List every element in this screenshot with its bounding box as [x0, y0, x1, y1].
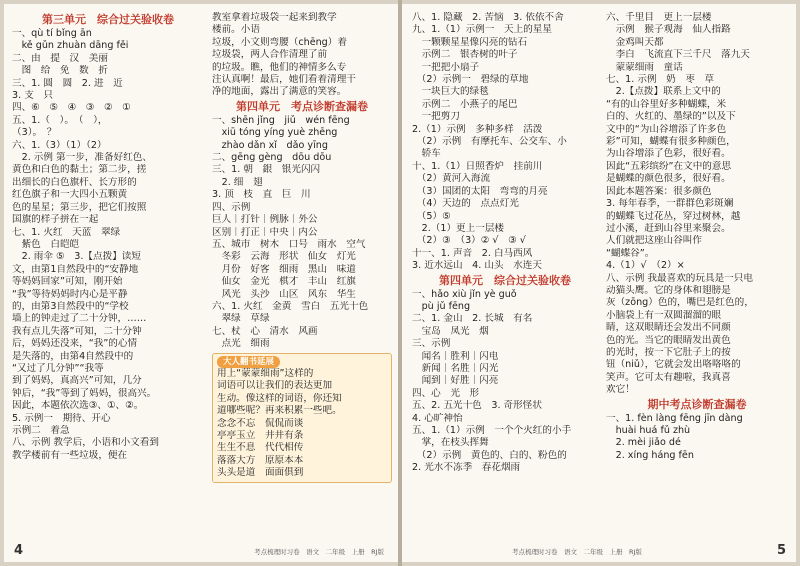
- answer-line: 头头是道 面面俱到: [217, 467, 304, 479]
- answer-lines: [412, 12, 598, 273]
- answer-lines: [12, 28, 204, 462]
- answer-line: 是蝴蝶的颜色很多，很好看。: [606, 173, 731, 185]
- answer-line: 四、示例: [212, 201, 251, 213]
- answer-line: 六、千里目 更上一层楼: [606, 12, 712, 23]
- answer-line: 2. 示例 第一步，准备好红色、: [12, 152, 152, 164]
- answer-line: 新闻｜名胜｜闪光: [412, 362, 499, 374]
- answer-line: 文中的“为山谷增添了许多色: [606, 123, 727, 135]
- unit3-title: 第三单元 综合过关验收卷: [42, 13, 174, 26]
- answer-line: 因此本题答案：很多颜色: [606, 185, 712, 197]
- answer-line: 2. xíng háng fēn: [606, 449, 694, 461]
- answer-line: 翠绿 草绿: [212, 313, 270, 325]
- answer-line: pù jǔ fēng: [412, 300, 471, 312]
- left-col-1: [12, 12, 204, 540]
- answer-line: 一、1. fèn làng fēng jīn dàng: [606, 412, 743, 424]
- answer-line: 八、示例 我最喜欢的玩具是一只电: [606, 272, 753, 284]
- answer-line: 示例二 银杏树的叶子: [412, 49, 518, 61]
- answer-line: 4. 心旷神怡: [412, 412, 463, 424]
- answer-line: 色的星星；第三步，把它们按照: [12, 201, 147, 213]
- answer-line: 李白 飞流直下三千尺 落九天: [606, 49, 750, 61]
- answer-line: 用上“蒙蒙细雨”这样的: [217, 367, 314, 379]
- answer-line: 五、2. 五光十色 3. 奇形怪状: [412, 400, 542, 412]
- answer-line: 2.【点拨】联系上文中的: [606, 86, 721, 98]
- answer-line: 2.（1）更上一层楼: [412, 222, 505, 234]
- answer-line: 落落大方 原原本本: [217, 454, 304, 466]
- answer-line: 是失落的，由第4自然段中的: [12, 350, 134, 362]
- answer-line: 闻名｜胜利｜闪电: [412, 350, 499, 362]
- answer-lines: [212, 115, 392, 351]
- answer-line: 生动。像这样的词语，你还知: [217, 392, 342, 404]
- answer-line: 生生不息 代代相传: [217, 442, 304, 454]
- answer-line: 五、1.（1）示例 一个个火红的小手: [412, 425, 572, 436]
- answer-line: 3. 顶 枝 直 巨 川: [212, 189, 311, 201]
- answer-line: 紫色 白皑皑: [12, 238, 80, 250]
- answer-line: 动猫头鹰。它的身体和翅膀是: [606, 284, 731, 296]
- answer-line: huài huá fǔ zhù: [606, 425, 691, 436]
- answer-lines: [606, 413, 788, 463]
- answer-line: （2）示例 有摩托车、公交车、小: [412, 136, 567, 148]
- answer-line: 一把剪刀: [412, 111, 460, 123]
- answer-line: xiū tóng yíng yuè zhēng: [212, 127, 338, 139]
- answer-line: 的光时，按一下它肚子上的按: [606, 346, 731, 358]
- answer-line: 一、shēn jǐng jiǔ wén fēng: [212, 114, 350, 126]
- answer-line: “有的山谷里好多种蝴蝶，米: [606, 98, 727, 110]
- midterm-title: 期中考点诊断查漏卷: [647, 397, 747, 411]
- answer-line: 八、示例 教学后，小语和小文看到: [12, 437, 159, 449]
- answer-line: “蝴蝶谷”。: [606, 247, 655, 259]
- answer-line: 国旗的样子拼在一起: [12, 214, 99, 226]
- answer-line: 过小溪，赶到山谷里来聚会。: [606, 222, 731, 234]
- answer-line: 教学楼前有一些垃圾，便在: [12, 449, 128, 461]
- answer-line: 词语可以让我们的表达更加: [217, 380, 333, 392]
- extension-box-title: 大人翻书延展: [217, 356, 280, 368]
- answer-line: 仙女 金光 棋才 丰山 红旗: [212, 276, 356, 288]
- answer-line: 白的、火红的、墨绿的”以及下: [606, 111, 736, 123]
- answer-line: 因此，本题依次选③、①、②。: [12, 400, 144, 412]
- answer-line: “我”等待妈妈时内心是平静: [12, 288, 128, 300]
- answer-line: 七、1. 示例 奶 枣 草: [606, 74, 715, 86]
- answer-line: 念念不忘 侃侃而谈: [217, 417, 304, 429]
- answer-line: 亭亭玉立 井井有条: [217, 430, 304, 441]
- answer-line: 睛，这双眼睛还会发出不同颜: [606, 322, 731, 334]
- answer-line: 2. mèi jiǎo dé: [606, 437, 681, 449]
- answer-line: 等妈妈回家”可知，刚开始: [12, 276, 123, 288]
- answer-line: zhào dǎn xǐ dǎo yīng: [212, 139, 328, 151]
- answer-line: 五、1.（ ）。 （ ），: [12, 114, 108, 126]
- answer-line: 灰（zōng）色的，嘴巴是红色的，: [606, 297, 754, 309]
- answer-line: 七、杖 心 清水 风画: [212, 325, 318, 337]
- answer-lines: [606, 12, 788, 397]
- answer-line: 因此“五彩缤纷”在文中的意思: [606, 160, 732, 172]
- answer-line: 三、1. 圆 圆 2. 进 近: [12, 77, 123, 89]
- answer-line: 钟后，“我”等到了妈妈，很高兴。: [12, 387, 157, 399]
- answer-line: 的，由第3自然段中的“学校: [12, 300, 129, 312]
- answer-line: 七、1. 火红 天蓝 翠绿: [12, 226, 121, 238]
- answer-line: 闻到｜好胜｜闪亮: [412, 375, 499, 387]
- answer-line: 四、心 光 形: [412, 387, 480, 399]
- answer-line: 三、示例: [412, 338, 451, 350]
- answer-line: （2）示例 黄色的、白的、粉色的: [412, 449, 567, 461]
- unit4-title: 第四单元 考点诊断查漏卷: [236, 99, 368, 113]
- answer-line: 三、1. 朝 銀 银光闪闪: [212, 164, 321, 176]
- answer-line: 宝岛 凤光 烟: [412, 325, 489, 337]
- answer-line: 笑声。它可太有趣啦，我真喜: [606, 371, 731, 383]
- answer-line: 蒙蒙细雨 童话: [606, 61, 683, 73]
- answer-line: 一把把小扇子: [412, 61, 480, 73]
- answer-line: 六、1. 火红 金黄 雪白 五光十色: [212, 300, 369, 312]
- answer-line: 冬彩 云海 形状 仙女 灯光: [212, 251, 356, 263]
- answer-line: “又过了几分钟”“我等: [12, 362, 104, 374]
- answer-line: （3）。 ？: [12, 127, 57, 139]
- answer-line: 点光 细雨: [212, 338, 270, 350]
- answer-line: 到了妈妈，真高兴”可知，几分: [12, 375, 142, 387]
- answer-line: 月份 好客 细雨 黑山 味道: [212, 263, 356, 275]
- answer-line: 后，妈妈还没来，“我”的心情: [12, 338, 138, 350]
- right-col-1: [412, 12, 598, 540]
- answer-line: 2. 雨伞 ⑤ 3.【点拨】读短: [12, 251, 141, 263]
- page-footer: 考点梳理时习卷 语文 二年级 上册 RJ版: [254, 548, 384, 556]
- answer-line: 墙上的钟走过了二十分钟，……: [12, 313, 147, 325]
- answer-line: （2）示例一 碧绿的草地: [412, 74, 529, 86]
- answer-line: 金鸡叫天都: [606, 36, 664, 48]
- answer-lines: [412, 289, 598, 475]
- answer-line: （2）黄河入海流: [412, 173, 491, 185]
- answer-line: 区别｜打正｜中央｜内公: [212, 226, 318, 238]
- answer-line: 文，由第1自然段中的“安静地: [12, 263, 139, 275]
- answer-line: 2. 光水不冻季 春花烟雨: [412, 462, 521, 474]
- answer-line: （2）③ （3）② √ ③ √: [412, 235, 526, 247]
- answer-line: 人们就把这座山谷叫作: [606, 235, 702, 247]
- answer-line: 十、1.（1）日照香炉 挂前川: [412, 160, 543, 172]
- answer-line: （4）天边的 点点灯光: [412, 198, 519, 210]
- answer-line: 十一、1. 声音 2. 白马西风: [412, 247, 533, 259]
- answer-line: 风光 头沙 山区 风东 华生: [212, 288, 356, 300]
- answer-line: 4.（1）√ （2）×: [606, 260, 685, 272]
- page-number: 4: [14, 543, 24, 558]
- answer-line: 欢它！: [606, 384, 635, 396]
- answer-line: 一块巨大的绿毯: [412, 86, 489, 98]
- answer-line: 八、1. 隐藏 2. 苦恼 3. 依依不舍: [412, 12, 564, 23]
- answer-line: 道哪些呢？再来积累一些吧。: [217, 405, 342, 417]
- page-footer: 考点梳理时习卷 语文 二年级 上册 RJ版: [512, 548, 642, 556]
- left-col-2: [212, 12, 392, 540]
- answer-line: 色的光。当它的眼睛发出黄色: [606, 334, 731, 346]
- answer-line: 一、qù tí bǐng ān: [12, 28, 92, 39]
- answer-line: 二、gēng gèng dōu dōu: [212, 152, 332, 164]
- answer-line: 一颗颗星星像闪亮的钻石: [412, 36, 528, 48]
- answer-line: 为山谷增添了色彩，很好看。: [606, 148, 731, 160]
- answer-line: 轿车: [412, 148, 441, 160]
- answer-line: 巨人｜打针｜例脉｜外公: [212, 214, 318, 226]
- answer-line: 2.（1）示例 多种多样 活泼: [412, 123, 543, 135]
- answer-line: kě gǔn zhuàn dāng fěi: [12, 40, 129, 52]
- answer-line: 3. 每年春季，一群群色彩斑斓: [606, 198, 734, 210]
- answer-line: 示例 猴子观海 仙人指路: [606, 24, 731, 36]
- extension-box-lines: [217, 368, 387, 480]
- answer-line: 垃圾，小文则弯腰（chēng）着: [212, 36, 347, 48]
- left-page: [4, 4, 398, 562]
- answer-line: 出细长的白色旗杆、长方形的: [12, 176, 137, 188]
- page-number: 5: [776, 543, 786, 558]
- answer-line: 2. 细 翅: [212, 176, 273, 188]
- answer-line: 彩”可知，蝴蝶有很多种颜色，: [606, 136, 736, 148]
- answer-line: 我有点儿失落”可知，二十分钟: [12, 325, 142, 337]
- answer-line: 5. 示例一 期待、开心: [12, 412, 111, 424]
- answer-line: 钮（niǔ），它就会发出咯咯咯的: [606, 359, 741, 371]
- answer-lines: [212, 12, 392, 99]
- answer-line: 教室拿着垃圾袋一起来到教学: [212, 12, 337, 23]
- answer-line: 垃圾袋，两人合作清理了前: [212, 49, 328, 61]
- answer-line: 注认真啊！最后，她们看着清理干: [212, 74, 356, 86]
- answer-line: （3）国团的太阳 弯弯的月亮: [412, 185, 548, 197]
- answer-line: （5）⑤: [412, 210, 451, 222]
- answer-line: 楼前。小语: [212, 24, 260, 36]
- answer-line: 黄色和白色的黏土；第二步，搓: [12, 164, 147, 176]
- answer-line: 净的地面，露出了满意的笑容。: [212, 86, 347, 98]
- answer-line: 五、城市 树木 口号 雨水 空气: [212, 238, 366, 250]
- answer-line: 的垃圾。瞧，他们的神情多么专: [212, 61, 347, 73]
- extension-box: [212, 353, 392, 483]
- answer-line: 红色旗子和一大四小五颗黄: [12, 189, 128, 201]
- answer-line: 九、1.（1）示例一 天上的星星: [412, 24, 552, 36]
- answer-line: 3. 近水远山 4. 山头 水连天: [412, 260, 542, 272]
- unit4-check-title: 第四单元 综合过关验收卷: [439, 273, 571, 287]
- answer-line: 的蝴蝶飞过花丛，穿过树林，越: [606, 210, 741, 222]
- right-page: [402, 4, 796, 562]
- answer-line: 图 给 免 数 折: [12, 65, 108, 77]
- answer-line: 六、1.（3）（1）（2）: [12, 139, 107, 151]
- answer-line: 示例二 着急: [12, 425, 70, 436]
- answer-line: 二、由 提 汉 美丽: [12, 52, 108, 64]
- answer-line: 示例二 小燕子的尾巴: [412, 98, 518, 110]
- right-col-2: [606, 12, 788, 540]
- answer-line: 二、1. 金山 2. 长城 有名: [412, 313, 533, 325]
- answer-line: 四、⑥ ⑤ ④ ③ ② ①: [12, 102, 131, 114]
- answer-line: 3. 支 只: [12, 90, 53, 102]
- answer-line: 一、hǎo xiù jǐn yè guǒ: [412, 288, 517, 300]
- answer-line: 小脑袋上有一双圆溜溜的眼: [606, 309, 722, 321]
- answer-line: 掌，在枝头挥舞: [412, 437, 489, 449]
